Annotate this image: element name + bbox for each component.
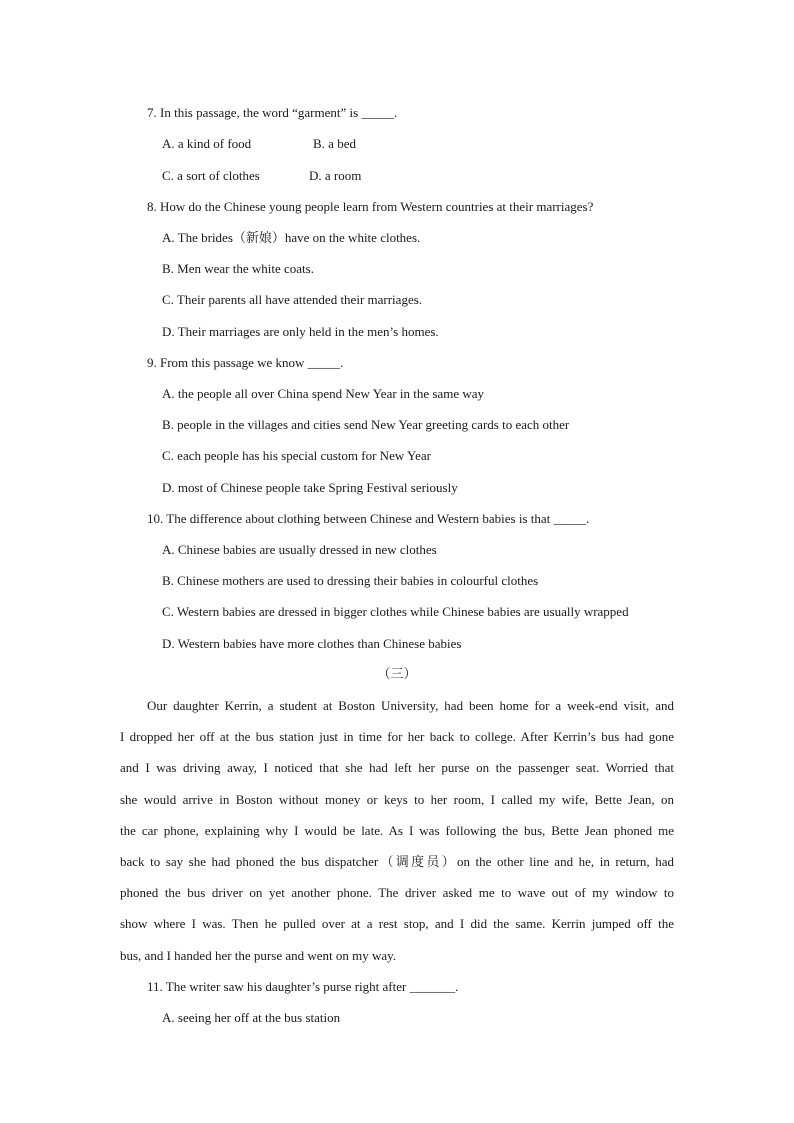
passage-line: I dropped her off at the bus station just in time for her back to college. After Kerrin’s bus had gone (120, 729, 674, 744)
passage-line: the car phone, explaining why I would be late. As I was following the bus, Bette Jean phoned me (120, 823, 674, 838)
passage-line: and I was driving away, I noticed that she had left her purse on the passenger seat. Worried that (120, 760, 674, 775)
passage-line: back to say she had phoned the bus dispatcher（调度员）on the other line and he, in return, had (120, 854, 674, 869)
question-8-option-c: C. Their parents all have attended their marriages. (162, 292, 423, 307)
question-7-option-b: B. a bed (313, 136, 356, 151)
passage-line: bus, and I handed her the purse and went on my way. (120, 948, 397, 963)
question-10-option-d: D. Western babies have more clothes than Chinese babies (162, 636, 462, 651)
passage-line: Our daughter Kerrin, a student at Boston University, had been home for a week-end visit, and (147, 698, 674, 713)
passage-line: phoned the bus driver on yet another phone. The driver asked me to wave out of my window to (120, 885, 674, 900)
question-11-option-a: A. seeing her off at the bus station (162, 1010, 341, 1025)
question-8-option-b: B. Men wear the white coats. (162, 261, 314, 276)
section-heading: （三） (377, 666, 417, 681)
question-9-option-c: C. each people has his special custom for New Year (162, 448, 431, 463)
question-7-option-d: D. a room (309, 168, 362, 183)
question-10-stem: 10. The difference about clothing between Chinese and Western babies is that _____. (147, 511, 590, 526)
question-8-option-d: D. Their marriages are only held in the men’s homes. (162, 324, 439, 339)
passage-line: show where I was. Then he pulled over at a rest stop, and I did the same. Kerrin jumped off the (120, 916, 674, 931)
question-7-stem: 7. In this passage, the word “garment” is _____. (147, 105, 398, 120)
question-10-option-a: A. Chinese babies are usually dressed in new clothes (162, 542, 437, 557)
question-8-stem: 8. How do the Chinese young people learn from Western countries at their marriages? (147, 199, 594, 214)
question-9-option-a: A. the people all over China spend New Year in the same way (162, 386, 485, 401)
question-9-option-b: B. people in the villages and cities send New Year greeting cards to each other (162, 417, 570, 432)
question-10-option-c: C. Western babies are dressed in bigger clothes while Chinese babies are usually wrapped (162, 604, 629, 619)
question-7-option-c: C. a sort of clothes (162, 168, 260, 183)
question-9-stem: 9. From this passage we know _____. (147, 355, 344, 370)
question-10-option-b: B. Chinese mothers are used to dressing their babies in colourful clothes (162, 573, 539, 588)
question-8-option-a: A. The brides（新娘）have on the white clothes. (162, 230, 421, 245)
question-9-option-d: D. most of Chinese people take Spring Festival seriously (162, 480, 458, 495)
question-7-option-a: A. a kind of food (162, 136, 252, 151)
passage-line: she would arrive in Boston without money or keys to her room, I called my wife, Bette Jean, on (120, 792, 674, 807)
question-11-stem: 11. The writer saw his daughter’s purse right after _______. (147, 979, 459, 994)
